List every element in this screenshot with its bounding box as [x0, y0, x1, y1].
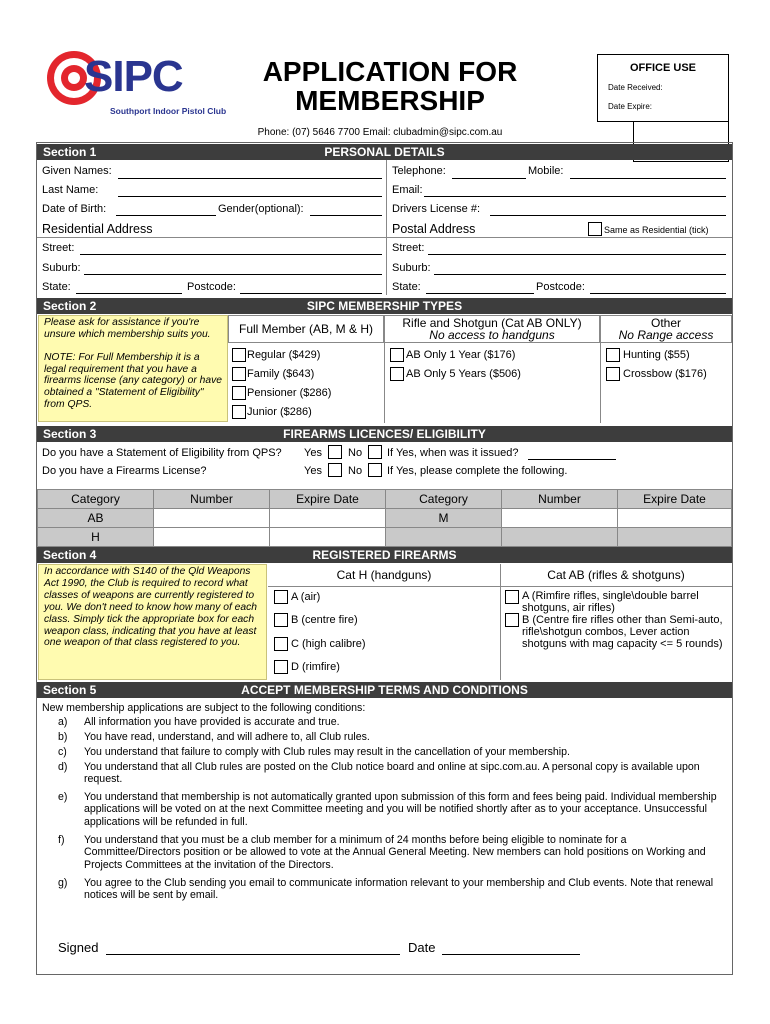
residential-heading: Residential Address — [42, 222, 153, 236]
number-cell[interactable] — [154, 528, 270, 547]
ab-5year-checkbox[interactable] — [390, 367, 404, 381]
full-member-heading-box — [228, 315, 384, 343]
expire-cell[interactable] — [618, 509, 732, 528]
condition-letter: b) — [58, 731, 68, 743]
date-label: Date — [408, 940, 436, 955]
signature-field[interactable] — [106, 954, 400, 955]
given-names-field[interactable] — [118, 178, 382, 179]
qps-no-label: No — [348, 447, 363, 459]
section3-title: FIREARMS LICENCES/ ELIGIBILITY — [283, 427, 486, 441]
post-postcode-label: Postcode: — [536, 281, 585, 293]
post-suburb-label: Suburb: — [392, 262, 431, 274]
cat-ab-heading: Cat AB (rifles & shotguns) — [547, 568, 685, 582]
section5-label: Section 5 — [43, 683, 97, 697]
res-postcode-label: Postcode: — [187, 281, 236, 293]
post-street-label: Street: — [392, 242, 425, 254]
res-state-label: State: — [42, 281, 71, 293]
pensioner-label: Pensioner ($286) — [247, 387, 332, 399]
post-suburb-field[interactable] — [434, 274, 726, 275]
office-use-title: OFFICE USE — [629, 62, 696, 74]
section2-title: SIPC MEMBERSHIP TYPES — [306, 299, 463, 313]
family-label: Family ($643) — [247, 368, 315, 380]
rifle-heading: Rifle and Shotgun (Cat AB ONLY) — [402, 316, 582, 330]
section1-divider — [386, 160, 387, 295]
cat-ab-b-label: B (Centre fire rifles other than Semi-auto, rifle\shotgun combos, Lever action shotguns with mag capacity <= 5 rounds) — [522, 614, 723, 650]
mobile-label: Mobile: — [528, 165, 564, 177]
signed-label: Signed — [58, 940, 99, 955]
last-name-label: Last Name: — [42, 184, 99, 196]
office-use-box — [597, 54, 729, 122]
pensioner-checkbox[interactable] — [232, 386, 246, 400]
cat-ab-a-checkbox[interactable] — [505, 590, 519, 604]
post-street-field[interactable] — [428, 254, 726, 255]
gender-label: Gender(optional): — [218, 203, 304, 215]
condition-letter: f) — [58, 834, 65, 846]
assist-note: Please ask for assistance if you're unsure which membership suits you. — [44, 317, 211, 340]
condition-letter: e) — [58, 791, 68, 803]
section2-note — [38, 315, 228, 422]
cat-ab-b-checkbox[interactable] — [505, 613, 519, 627]
condition-text: You understand that membership is not automatically granted upon submission of this form and fees being paid. Individual membership applications will be voted on at the next Committee meeting and you will be notified shortly after as to your acceptance. Unsuccessful applications will be refunded in full. — [84, 791, 717, 828]
table-header: Expire Date — [618, 490, 732, 509]
number-cell[interactable] — [502, 509, 618, 528]
postal-heading: Postal Address — [392, 222, 476, 236]
cat-h-c-checkbox[interactable] — [274, 637, 288, 651]
condition-text: You understand that failure to comply with Club rules may result in the cancellation of your membership. — [84, 746, 570, 758]
last-name-field[interactable] — [118, 196, 382, 197]
category-cell: AB — [38, 509, 154, 528]
condition-text: You agree to the Club sending you email to communicate information relevant to your membership and Club events. Note that renewal notices will be sent by email. — [84, 877, 714, 902]
table-header: Category — [38, 490, 154, 509]
cat-h-d-checkbox[interactable] — [274, 660, 288, 674]
section4-bar — [37, 547, 732, 563]
contact-line: Phone: (07) 5646 7700 Email: clubadmin@sipc.com.au — [257, 127, 503, 138]
section4-label: Section 4 — [43, 548, 97, 562]
full-member-heading: Full Member (AB, M & H) — [238, 322, 373, 336]
section2-col-divider-2 — [600, 343, 601, 423]
dob-field[interactable] — [116, 215, 216, 216]
cat-h-heading: Cat H (handguns) — [336, 568, 432, 582]
cat-h-b-checkbox[interactable] — [274, 613, 288, 627]
section4-title: REGISTERED FIREARMS — [312, 548, 457, 562]
form-title-line1: APPLICATION FOR — [262, 56, 518, 87]
res-state-field[interactable] — [76, 293, 182, 294]
table-header: Number — [502, 490, 618, 509]
form-title-line2: MEMBERSHIP — [295, 85, 485, 116]
given-names-label: Given Names: — [42, 165, 112, 177]
date-field[interactable] — [442, 954, 580, 955]
rifle-heading-box — [384, 315, 600, 343]
section1-title: PERSONAL DETAILS — [324, 145, 445, 159]
qps-issued-field[interactable] — [528, 459, 616, 460]
hunting-checkbox[interactable] — [606, 348, 620, 362]
qps-yes-checkbox[interactable] — [328, 445, 342, 459]
rifle-subheading: No access to handguns — [429, 328, 555, 342]
cat-h-b-label: B (centre fire) — [291, 614, 358, 626]
category-cell: H — [38, 528, 154, 547]
res-suburb-field[interactable] — [84, 274, 382, 275]
junior-label: Junior ($286) — [247, 406, 312, 418]
same-as-residential-label: Same as Residential (tick) — [604, 225, 709, 235]
cat-h-a-checkbox[interactable] — [274, 590, 288, 604]
crossbow-label: Crossbow ($176) — [623, 368, 707, 380]
same-as-residential-checkbox[interactable] — [588, 222, 602, 236]
address-divider — [37, 237, 732, 238]
number-cell[interactable] — [154, 509, 270, 528]
cat-h-d-label: D (rimfire) — [291, 661, 340, 673]
license-yes-checkbox[interactable] — [328, 463, 342, 477]
ab-1year-checkbox[interactable] — [390, 348, 404, 362]
qps-yes-label: Yes — [304, 447, 322, 459]
condition-text: You understand that you must be a club member for a minimum of 24 months before being eligible to nominate for a Committee/Directors position or be allowed to vote at the Annual General Meeting. New members can hold positions on Working and Projects Committees at the invitation of the Directors. — [84, 834, 706, 871]
email-label: Email: — [392, 184, 423, 196]
section5-title: ACCEPT MEMBERSHIP TERMS AND CONDITIONS — [241, 683, 528, 697]
category-cell: M — [386, 509, 502, 528]
section1-bar — [37, 144, 732, 160]
section4-note: In accordance with S140 of the Qld Weapons Act 1990, the Club is required to record what classes of weapons are currently registered to you. We don't need to know how many of each class. Simply tick the appropriate box for each weapon class, indicating that you have at least one weapon of that class registered to you. — [38, 564, 267, 680]
condition-letter: a) — [58, 716, 68, 728]
section2-bar — [37, 298, 732, 314]
category-cell — [386, 528, 502, 547]
section2-label: Section 2 — [43, 299, 97, 313]
dob-label: Date of Birth: — [42, 203, 107, 215]
email-field[interactable] — [424, 196, 726, 197]
table-header: Category — [386, 490, 502, 509]
condition-letter: g) — [58, 877, 68, 889]
ab-1year-label: AB Only 1 Year ($176) — [406, 349, 516, 361]
condition-text: All information you have provided is accurate and true. — [84, 716, 340, 728]
expire-cell[interactable] — [270, 528, 386, 547]
license-table — [37, 489, 732, 547]
post-state-label: State: — [392, 281, 421, 293]
license-yes-label: Yes — [304, 465, 322, 477]
other-subheading: No Range access — [618, 328, 714, 342]
regular-checkbox[interactable] — [232, 348, 246, 362]
expire-cell — [618, 528, 732, 547]
telephone-label: Telephone: — [392, 165, 446, 177]
cat-h-a-label: A (air) — [291, 591, 321, 603]
other-heading: Other — [650, 316, 681, 330]
crossbow-checkbox[interactable] — [606, 367, 620, 381]
license-question: Do you have a Firearms License? — [42, 465, 207, 477]
table-header: Expire Date — [270, 490, 386, 509]
post-postcode-field[interactable] — [590, 293, 726, 294]
condition-letter: d) — [58, 761, 68, 773]
mobile-field[interactable] — [570, 178, 726, 179]
condition-letter: c) — [58, 746, 67, 758]
license-no-label: No — [348, 465, 363, 477]
logo-tagline: Southport Indoor Pistol Club — [110, 106, 227, 116]
section1-label: Section 1 — [43, 145, 97, 159]
cat-ab-a-label: A (Rimfire rifles, single\double barrel shotguns, air rifles) — [522, 590, 699, 614]
cat-h-c-label: C (high calibre) — [291, 638, 366, 650]
form-title — [240, 57, 540, 115]
res-suburb-label: Suburb: — [42, 262, 81, 274]
logo-text: SIPC — [84, 52, 183, 101]
license-follow: If Yes, please complete the following. — [387, 465, 568, 477]
gender-field[interactable] — [310, 215, 382, 216]
drivers-license-field[interactable] — [490, 215, 726, 216]
date-expire-label: Date Expire: — [608, 102, 653, 111]
regular-label: Regular ($429) — [247, 349, 321, 361]
other-heading-box — [600, 315, 732, 343]
res-postcode-field[interactable] — [240, 293, 382, 294]
license-no-checkbox[interactable] — [368, 463, 382, 477]
section2-col-divider-1 — [384, 343, 385, 423]
conditions-intro: New membership applications are subject to the following conditions: — [42, 702, 366, 714]
condition-text: You have read, understand, and will adhere to, all Club rules. — [84, 731, 370, 743]
telephone-field[interactable] — [452, 178, 526, 179]
family-checkbox[interactable] — [232, 367, 246, 381]
qps-no-checkbox[interactable] — [368, 445, 382, 459]
number-cell — [502, 528, 618, 547]
date-received-label: Date Received: — [608, 83, 663, 92]
table-header: Number — [154, 490, 270, 509]
section3-label: Section 3 — [43, 427, 97, 441]
hunting-label: Hunting ($55) — [623, 349, 690, 361]
res-street-field[interactable] — [80, 254, 382, 255]
expire-cell[interactable] — [270, 509, 386, 528]
post-state-field[interactable] — [426, 293, 534, 294]
junior-checkbox[interactable] — [232, 405, 246, 419]
section3-bar — [37, 426, 732, 442]
qps-question: Do you have a Statement of Eligibility from QPS? — [42, 447, 282, 459]
cat-column-divider — [500, 564, 501, 680]
full-membership-note: NOTE: For Full Membership it is a legal requirement that you have a firearms license (any category) or have obtained a "Statement of Eligibility" from QPS. — [44, 352, 222, 410]
qps-follow: If Yes, when was it issued? — [387, 447, 519, 459]
club-logo — [44, 44, 234, 122]
res-street-label: Street: — [42, 242, 75, 254]
drivers-license-label: Drivers License #: — [392, 203, 481, 215]
condition-text: You understand that all Club rules are posted on the Club notice board and online at sipc.com.au. A personal copy is available upon request. — [84, 761, 700, 786]
ab-5year-label: AB Only 5 Years ($506) — [406, 368, 521, 380]
section5-bar — [37, 682, 732, 698]
